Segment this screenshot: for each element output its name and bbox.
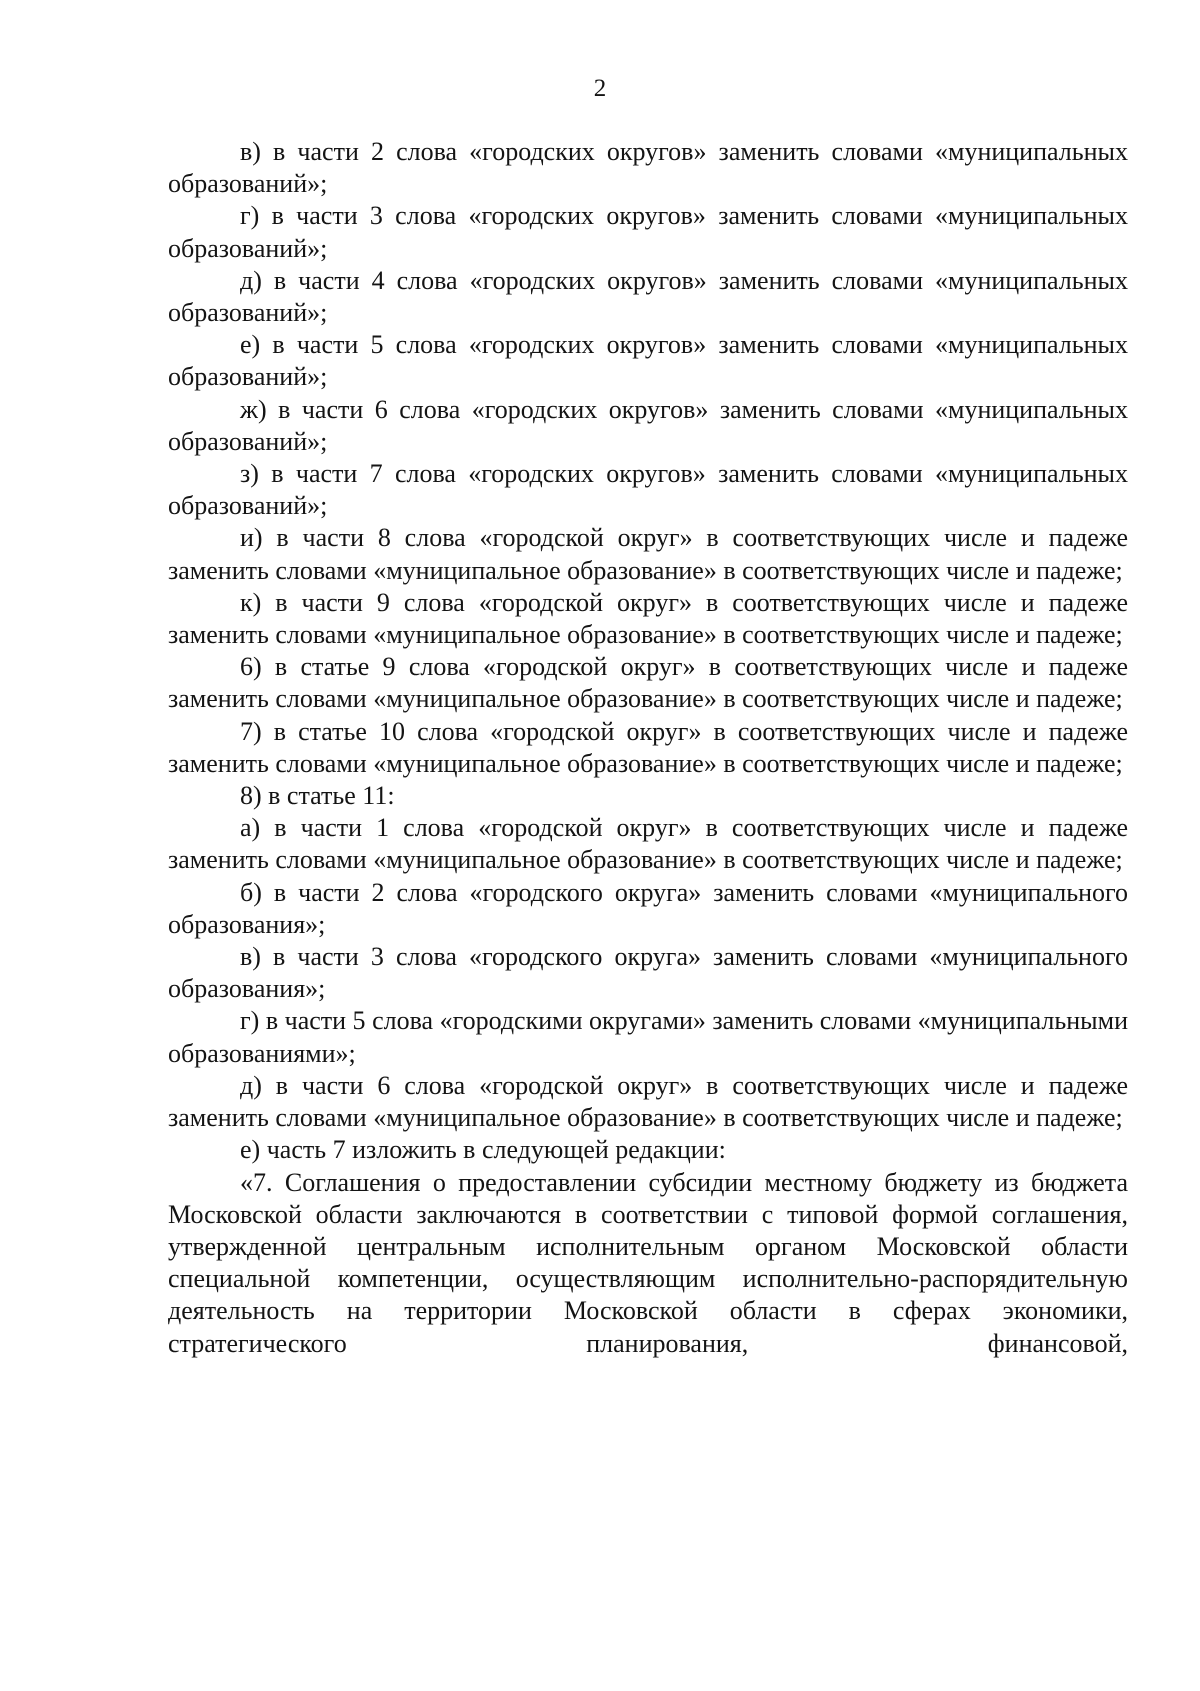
paragraph-item-d2: д) в части 6 слова «городской округ» в соответствующих числе и падеже заменить словами «муниципальное образование» в соответствующих числе и падеже; <box>168 1070 1128 1133</box>
paragraph-item-v: в) в части 2 слова «городских округов» заменить словами «муниципальных образований»; <box>168 137 1128 199</box>
paragraph-item-v2: в) в части 3 слова «городского округа» заменить словами «муниципального образования»; <box>168 942 1128 1004</box>
document-body <box>168 136 1128 1360</box>
paragraph-item-g2: г) в части 5 слова «городскими округами» заменить словами «муниципальными образованиями»; <box>168 1006 1128 1068</box>
paragraph-item-a: а) в части 1 слова «городской округ» в соответствующих числе и падеже заменить словами «муниципальное образование» в соответствующих числе и падеже; <box>168 813 1128 875</box>
paragraph-point-7: 7) в статье 10 слова «городской округ» в соответствующих числе и падеже заменить словами «муниципальное образование» в соответствующих числе и падеже; <box>168 716 1128 778</box>
paragraph-item-k: к) в части 9 слова «городской округ» в соответствующих числе и падеже заменить словами «муниципальное образование» в соответствующих числе и падеже; <box>168 587 1128 650</box>
paragraph-item-e2: е) часть 7 изложить в следующей редакции: <box>240 1135 726 1165</box>
paragraph-item-i: и) в части 8 слова «городской округ» в соответствующих числе и падеже заменить словами «муниципальное образование» в соответствующих числе и падеже; <box>168 523 1128 585</box>
paragraph-point-6: 6) в статье 9 слова «городской округ» в соответствующих числе и падеже заменить словами «муниципальное образование» в соответствующих числе и падеже; <box>168 652 1128 714</box>
paragraph-quote-part-7: «7. Соглашения о предоставлении субсидии местному бюджету из бюджета Московской области заключаются в соответствии с типовой формой соглашения, утвержденной центральным исполнительным органом Московской области специальной компетенции, осуществляющим исполнительно-распорядительную деятельность на территории Московской области в сферах экономики, стратегического планирования, финансовой, <box>168 1167 1128 1358</box>
paragraph-point-8: 8) в статье 11: <box>240 781 395 811</box>
paragraph-item-b: б) в части 2 слова «городского округа» заменить словами «муниципального образования»; <box>168 877 1128 939</box>
paragraph-item-z: з) в части 7 слова «городских округов» заменить словами «муниципальных образований»; <box>168 459 1128 521</box>
paragraph-item-zh: ж) в части 6 слова «городских округов» заменить словами «муниципальных образований»; <box>168 394 1128 456</box>
paragraph-item-e: е) в части 5 слова «городских округов» заменить словами «муниципальных образований»; <box>168 330 1128 392</box>
page-number: 2 <box>593 75 607 102</box>
paragraph-item-d: д) в части 4 слова «городских округов» заменить словами «муниципальных образований»; <box>168 265 1128 328</box>
paragraph-item-g: г) в части 3 слова «городских округов» заменить словами «муниципальных образований»; <box>168 201 1128 263</box>
